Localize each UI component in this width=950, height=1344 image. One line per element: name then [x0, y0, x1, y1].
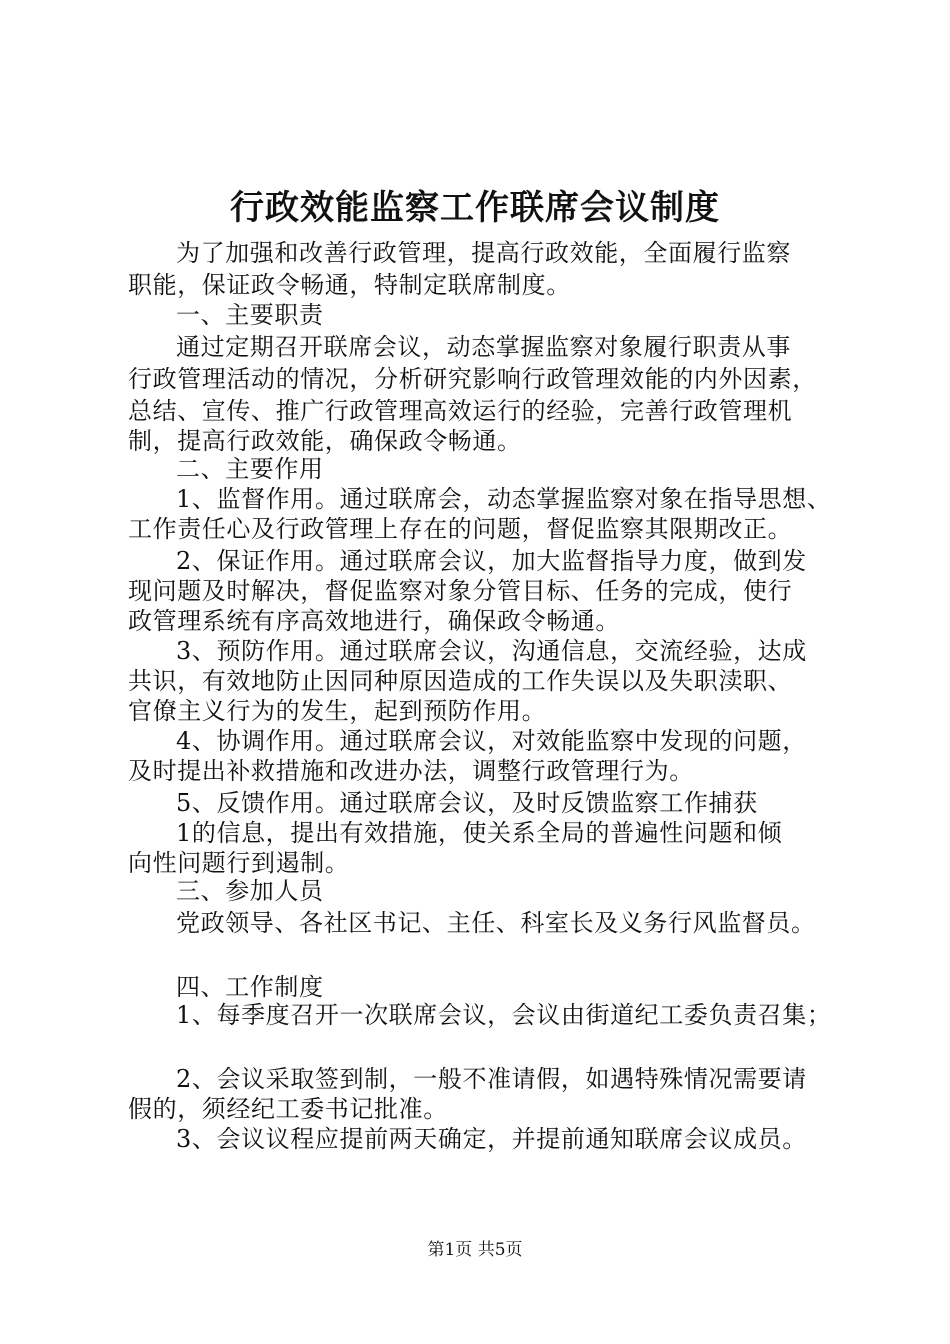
paragraph-line: 行政管理活动的情况，分析研究影响行政管理效能的内外因素，: [128, 365, 817, 393]
paragraph-line: 工作责任心及行政管理上存在的问题，督促监察其限期改正。: [128, 515, 793, 543]
paragraph-line: 党政领导、各社区书记、主任、科室长及义务行风监督员。: [176, 909, 816, 937]
paragraph-line: 2、会议采取签到制，一般不准请假，如遇特殊情况需要请: [176, 1065, 807, 1093]
paragraph-line: 及时提出补救措施和改进办法，调整行政管理行为。: [128, 757, 694, 785]
paragraph-line: 为了加强和改善行政管理，提高行政效能，全面履行监察: [176, 239, 791, 267]
paragraph-line: 5、反馈作用。通过联席会议，及时反馈监察工作捕获: [176, 789, 758, 817]
section-heading: 三、参加人员: [176, 877, 324, 905]
section-heading: 二、主要作用: [176, 455, 324, 483]
paragraph-line: 官僚主义行为的发生，起到预防作用。: [128, 697, 547, 725]
paragraph-line: 现问题及时解决，督促监察对象分管目标、任务的完成，使行: [128, 577, 793, 605]
paragraph-line: 共识，有效地防止因同种原因造成的工作失误以及失职渎职、: [128, 667, 793, 695]
section-heading: 四、工作制度: [176, 973, 324, 1001]
document-title: 行政效能监察工作联席会议制度: [230, 188, 720, 228]
page-number-footer: 第1页 共5页: [427, 1240, 523, 1260]
paragraph-line: 1、监督作用。通过联席会，动态掌握监察对象在指导思想、: [176, 485, 832, 513]
paragraph-line: 2、保证作用。通过联席会议，加大监督指导力度，做到发: [176, 547, 807, 575]
paragraph-line: 职能，保证政令畅通，特制定联席制度。: [128, 271, 571, 299]
paragraph-line: 政管理系统有序高效地进行，确保政令畅通。: [128, 607, 620, 635]
paragraph-line: 4、协调作用。通过联席会议，对效能监察中发现的问题，: [176, 727, 807, 755]
paragraph-line: 总结、宣传、推广行政管理高效运行的经验，完善行政管理机: [128, 397, 793, 425]
paragraph-line: 1、每季度召开一次联席会议，会议由街道纪工委负责召集；: [176, 1001, 832, 1029]
paragraph-line: 1的信息，提出有效措施，使关系全局的普遍性问题和倾: [176, 819, 783, 847]
paragraph-line: 3、预防作用。通过联席会议，沟通信息，交流经验，达成: [176, 637, 807, 665]
paragraph-line: 通过定期召开联席会议，动态掌握监察对象履行职责从事: [176, 333, 791, 361]
paragraph-line: 制，提高行政效能，确保政令畅通。: [128, 427, 522, 455]
paragraph-line: 向性问题行到遏制。: [128, 849, 350, 877]
paragraph-line: 假的，须经纪工委书记批准。: [128, 1095, 448, 1123]
paragraph-line: 3、会议议程应提前两天确定，并提前通知联席会议成员。: [176, 1125, 807, 1153]
section-heading: 一、主要职责: [176, 301, 324, 329]
